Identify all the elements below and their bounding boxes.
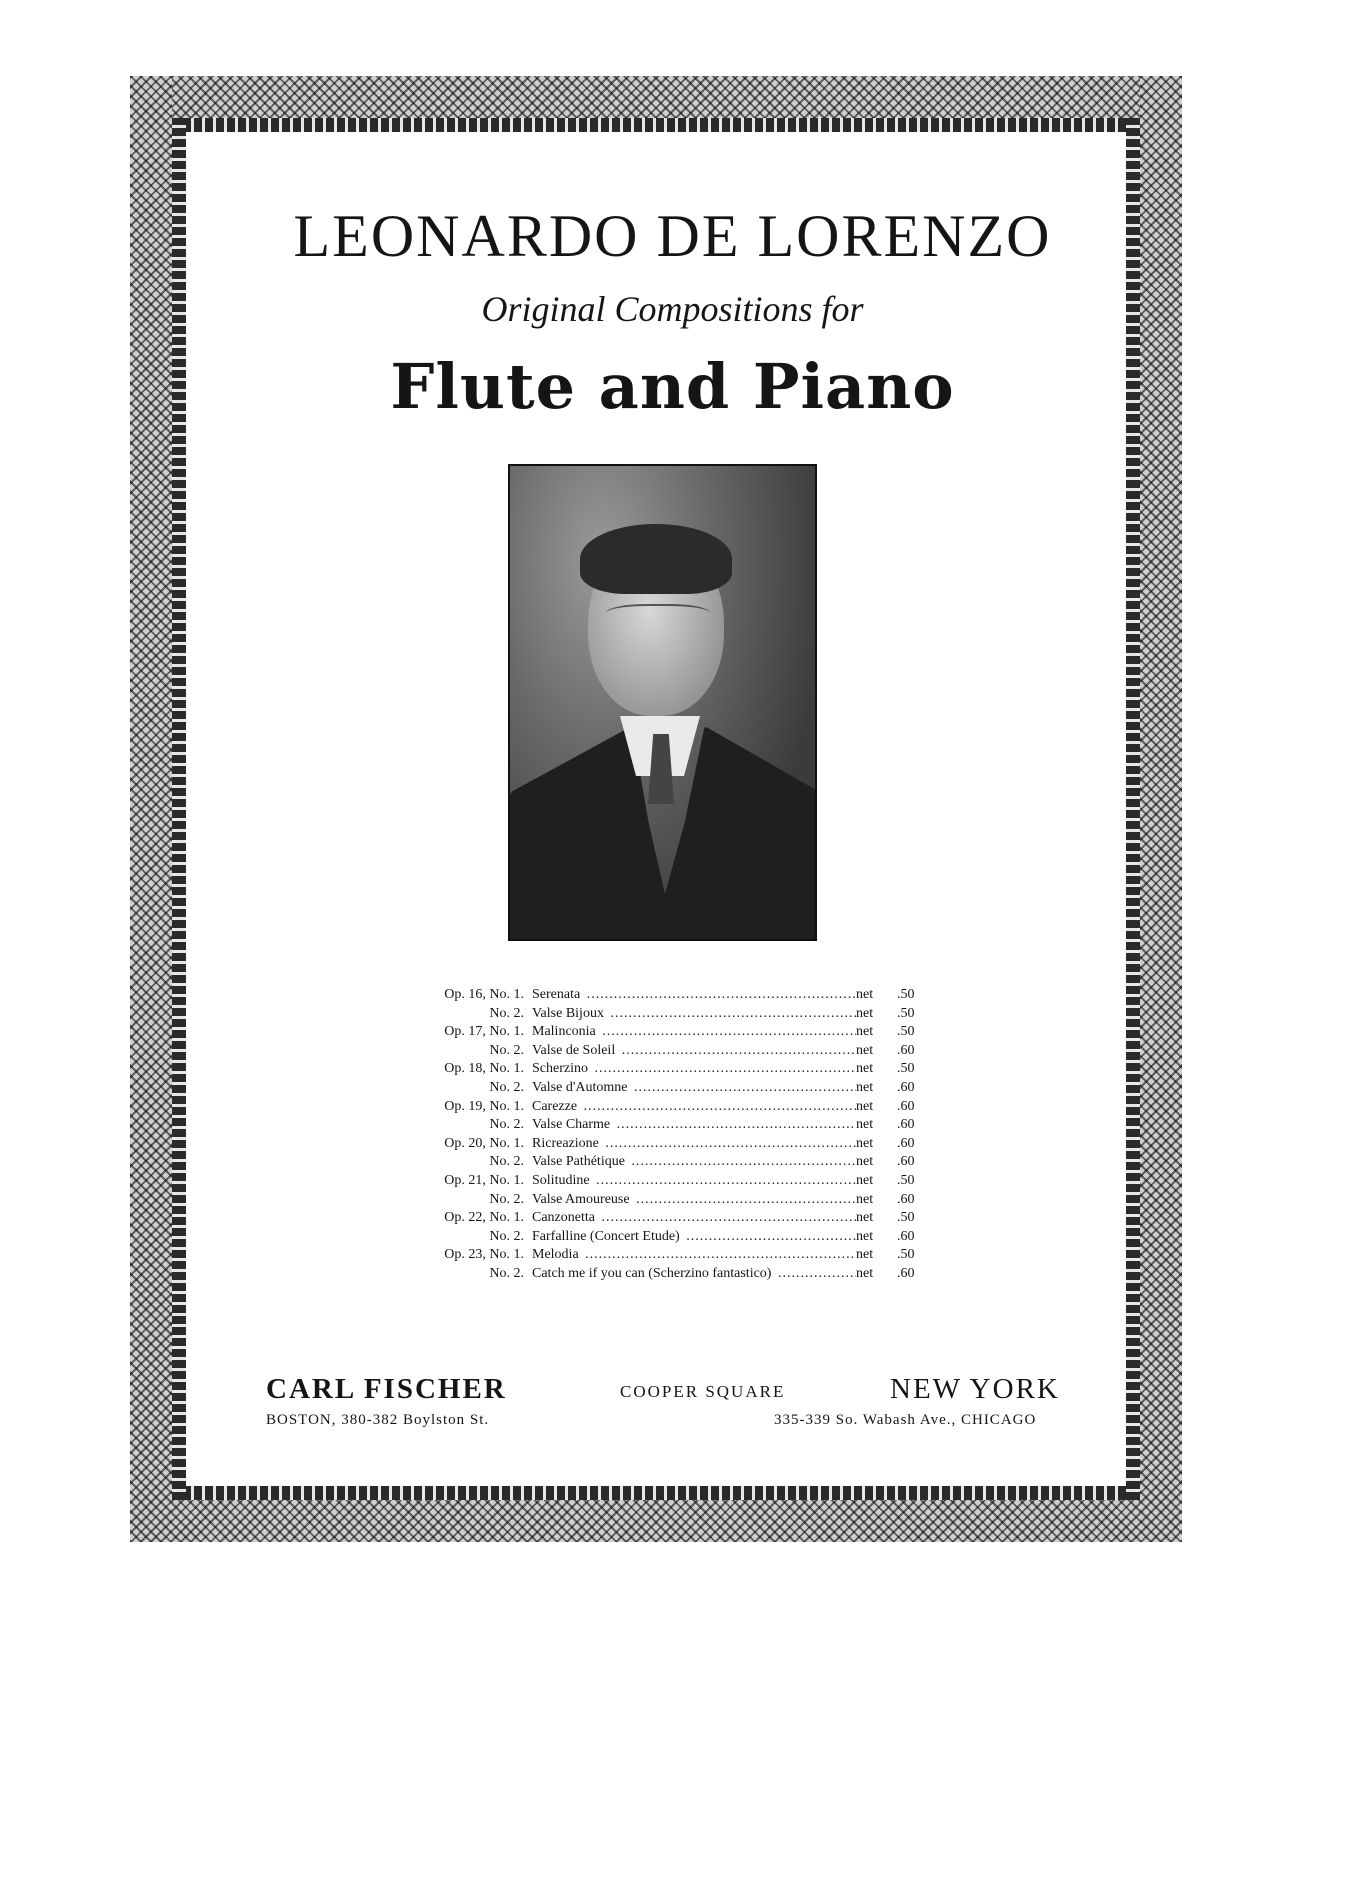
work-price: .50 <box>897 1005 915 1021</box>
work-title-text: Catch me if you can (Scherzino fantastico) <box>532 1265 772 1281</box>
work-opus: Op. 16, No. 1. <box>444 987 524 1002</box>
work-price: .60 <box>897 1117 915 1133</box>
work-title <box>532 1023 862 1042</box>
work-title <box>532 1116 862 1135</box>
work-title <box>532 1228 862 1247</box>
work-title <box>532 1191 862 1210</box>
work-price: .60 <box>897 1098 915 1114</box>
publisher-boston-address: BOSTON, 380-382 Boylston St. <box>266 1412 490 1428</box>
publisher-square: COOPER SQUARE <box>620 1382 786 1401</box>
work-net: net <box>856 1228 888 1247</box>
work-row <box>400 1135 920 1154</box>
work-opus: No. 2. <box>489 1005 524 1021</box>
work-price: .60 <box>897 1042 915 1058</box>
work-net: net <box>856 1060 888 1079</box>
work-net: net <box>856 1246 888 1265</box>
work-title-text: Ricreazione <box>532 1135 599 1151</box>
work-title-text: Valse d'Automne <box>532 1079 628 1095</box>
work-title <box>532 1042 862 1061</box>
work-title-text: Malinconia <box>532 1024 596 1040</box>
work-price: .60 <box>897 1079 915 1095</box>
work-opus: Op. 20, No. 1. <box>444 1135 524 1151</box>
work-title <box>532 1098 862 1117</box>
work-title <box>532 1209 862 1228</box>
work-net: net <box>856 1098 888 1117</box>
work-title <box>532 1135 862 1154</box>
work-row <box>400 1098 920 1117</box>
work-row <box>400 1246 920 1265</box>
work-title <box>532 1060 862 1079</box>
work-row <box>400 1228 920 1247</box>
work-title-text: Farfalline (Concert Etude) <box>532 1228 680 1244</box>
work-opus: No. 2. <box>489 1191 524 1207</box>
work-net: net <box>856 1172 888 1191</box>
work-title-text: Canzonetta <box>532 1210 595 1226</box>
work-title-text: Carezze <box>532 1098 578 1114</box>
publisher-city: NEW YORK <box>890 1373 1060 1405</box>
work-opus: No. 2. <box>489 1117 524 1133</box>
work-price: .60 <box>897 1265 915 1281</box>
work-opus: Op. 23, No. 1. <box>444 1247 524 1263</box>
work-row <box>400 1079 920 1098</box>
work-opus: Op. 19, No. 1. <box>444 1098 524 1114</box>
work-row <box>400 986 920 1005</box>
work-title <box>532 1246 862 1265</box>
work-row <box>400 1265 920 1284</box>
work-price: .50 <box>897 1210 915 1226</box>
work-title-text: Valse Pathétique <box>532 1154 625 1170</box>
work-title <box>532 1172 862 1191</box>
work-net: net <box>856 1079 888 1098</box>
portrait-glasses <box>606 604 710 626</box>
work-net: net <box>856 1153 888 1172</box>
work-row <box>400 1209 920 1228</box>
work-net: net <box>856 1042 888 1061</box>
work-title-text: Melodia <box>532 1247 579 1263</box>
work-title-text: Valse Amoureuse <box>532 1191 630 1207</box>
work-opus: Op. 21, No. 1. <box>444 1172 524 1188</box>
cover-subtitle: Original Compositions for <box>481 289 864 329</box>
instrument-title: Flute and Piano <box>390 350 955 423</box>
work-net: net <box>856 1135 888 1154</box>
composer-name: LEONARDO DE LORENZO <box>293 203 1052 269</box>
work-opus: No. 2. <box>489 1042 524 1058</box>
work-opus: No. 2. <box>489 1154 524 1170</box>
work-title-text: Serenata <box>532 987 581 1002</box>
inner-border-bottom <box>172 1486 1140 1500</box>
work-title <box>532 1079 862 1098</box>
work-title-text: Valse Bijoux <box>532 1005 604 1021</box>
publisher-chicago-address: 335-339 So. Wabash Ave., CHICAGO <box>774 1412 1037 1428</box>
inner-border-top <box>172 118 1140 132</box>
work-row <box>400 1172 920 1191</box>
work-title <box>532 1265 862 1284</box>
composer-portrait <box>508 464 817 941</box>
work-title-text: Valse de Soleil <box>532 1042 616 1058</box>
work-net: net <box>856 986 888 1005</box>
work-opus: Op. 18, No. 1. <box>444 1061 524 1077</box>
work-net: net <box>856 1191 888 1210</box>
work-title-text: Valse Charme <box>532 1117 611 1133</box>
work-price: .60 <box>897 1135 915 1151</box>
work-net: net <box>856 1265 888 1284</box>
work-opus: Op. 22, No. 1. <box>444 1210 524 1226</box>
work-net: net <box>856 1023 888 1042</box>
work-price: .60 <box>897 1228 915 1244</box>
portrait-hair <box>580 524 732 594</box>
works-list <box>400 986 920 1284</box>
work-price: .50 <box>897 987 915 1002</box>
work-row <box>400 1191 920 1210</box>
work-opus: No. 2. <box>489 1265 524 1281</box>
work-price: .60 <box>897 1191 915 1207</box>
work-price: .50 <box>897 1172 915 1188</box>
publisher-name: CARL FISCHER <box>266 1373 507 1405</box>
work-price: .60 <box>897 1154 915 1170</box>
work-title <box>532 986 862 1005</box>
border-top <box>130 76 1182 118</box>
work-opus: Op. 17, No. 1. <box>444 1024 524 1040</box>
work-row <box>400 1153 920 1172</box>
work-title <box>532 1005 862 1024</box>
work-price: .50 <box>897 1061 915 1077</box>
work-net: net <box>856 1005 888 1024</box>
work-row <box>400 1042 920 1061</box>
work-row <box>400 1116 920 1135</box>
work-opus: No. 2. <box>489 1079 524 1095</box>
work-title <box>532 1153 862 1172</box>
work-title-text: Scherzino <box>532 1061 588 1077</box>
border-bottom <box>130 1500 1182 1542</box>
work-price: .50 <box>897 1247 915 1263</box>
work-row <box>400 1023 920 1042</box>
work-row <box>400 1005 920 1024</box>
work-net: net <box>856 1116 888 1135</box>
work-row <box>400 1060 920 1079</box>
work-title-text: Solitudine <box>532 1172 590 1188</box>
work-net: net <box>856 1209 888 1228</box>
work-price: .50 <box>897 1024 915 1040</box>
work-opus: No. 2. <box>489 1228 524 1244</box>
